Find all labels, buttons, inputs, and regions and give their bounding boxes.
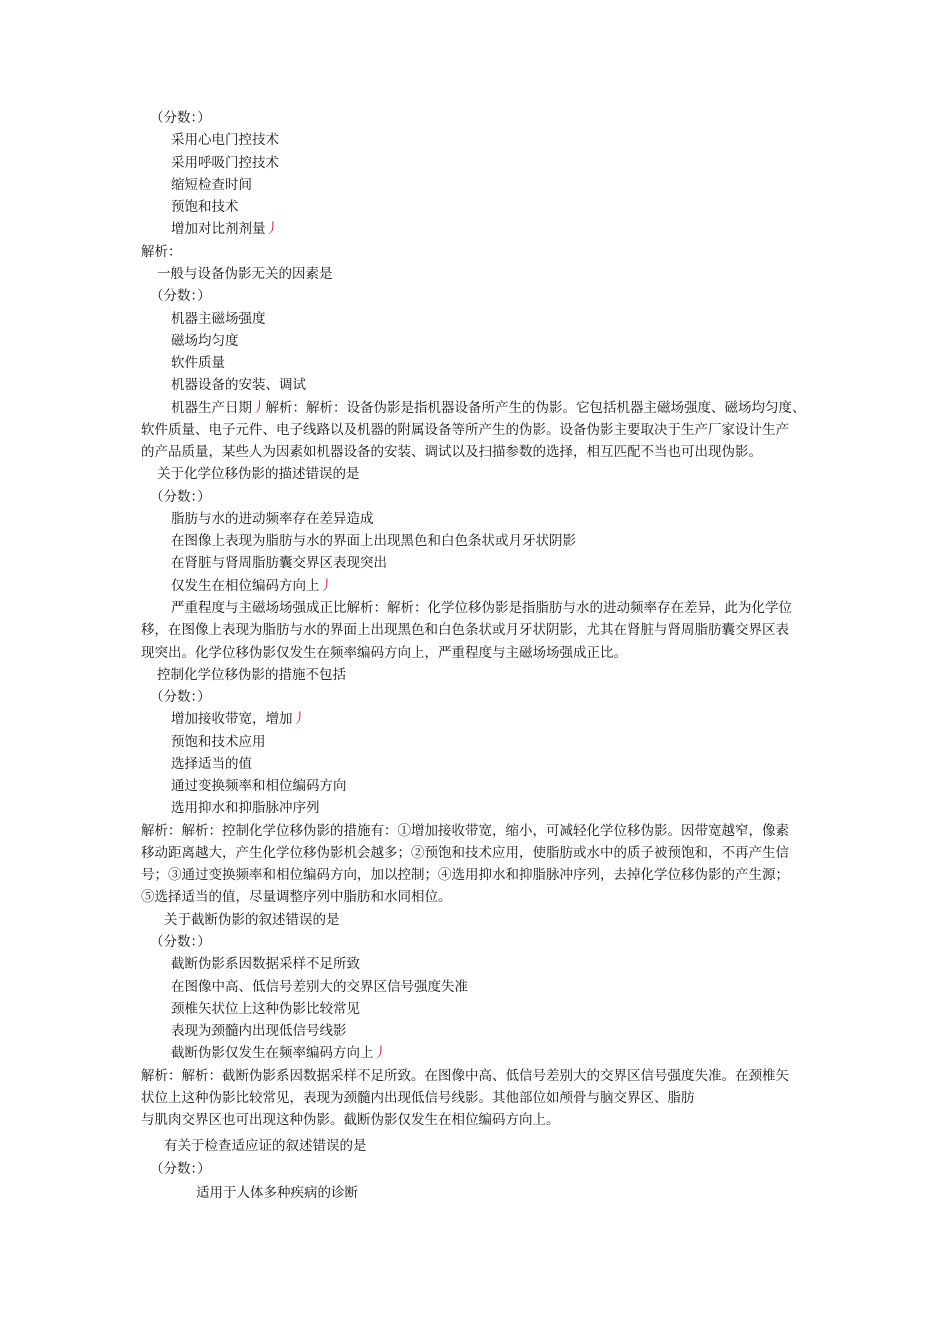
q1-score: （分数：）	[150, 110, 211, 126]
q4-analysis-line-4: ⑤选择适当的值，尽量调整序列中脂肪和水同相位。	[141, 889, 452, 905]
check-mark-icon: 丿	[319, 578, 333, 594]
q4-analysis-line-3: 号；③通过变换频率和相位编码方向，加以控制；④选用抑水和抑脂脉冲序列，去掉化学位移伪影的产生源；	[141, 867, 789, 883]
q4-title: 控制化学位移伪影的措施不包括	[157, 667, 346, 683]
q3-analysis-line-3: 现突出。化学位移伪影仅发生在频率编码方向上，严重程度与主磁场场强成正比。	[141, 645, 627, 661]
q6-option-a: 适用于人体多种疾病的诊断	[196, 1185, 358, 1201]
q1-option-e	[171, 218, 279, 240]
q5-option-e	[171, 1042, 387, 1064]
q2-option-e-line	[171, 397, 806, 419]
check-mark-icon: 丿	[265, 221, 279, 237]
q5-option-e-text: 截断伪影仅发生在频率编码方向上	[171, 1045, 374, 1061]
q5-option-b: 在图像中高、低信号差别大的交界区信号强度失准	[171, 979, 468, 995]
q3-option-e-line	[171, 597, 792, 619]
q3-option-c: 在肾脏与肾周脂肪囊交界区表现突出	[171, 555, 387, 571]
q2-score: （分数：）	[150, 288, 211, 304]
q2-option-a: 机器主磁场强度	[171, 311, 266, 327]
q1-analysis: 解析：	[141, 244, 182, 260]
q4-option-a	[171, 708, 306, 730]
q3-option-d-text: 仅发生在相位编码方向上	[171, 578, 320, 594]
q4-option-b: 预饱和技术应用	[171, 734, 266, 750]
q5-option-a: 截断伪影系因数据采样不足所致	[171, 956, 360, 972]
q2-option-d: 机器设备的安装、调试	[171, 377, 306, 393]
q5-title: 关于截断伪影的叙述错误的是	[164, 912, 340, 928]
q2-option-b: 磁场均匀度	[171, 333, 239, 349]
q1-option-d: 预饱和技术	[171, 199, 239, 215]
q1-option-e-text: 增加对比剂剂量	[171, 221, 266, 237]
q3-analysis-line-2: 移，在图像上表现为脂肪与水的界面上出现黑色和白色条状或月牙状阴影，尤其在肾脏与肾周脂肪囊交界区表	[141, 622, 789, 638]
q5-option-c: 颈椎矢状位上这种伪影比较常见	[171, 1001, 360, 1017]
q1-option-c: 缩短检查时间	[171, 177, 252, 193]
q5-score: （分数：）	[150, 934, 211, 950]
q3-option-e-text: 严重程度与主磁场场强成正比	[171, 600, 347, 616]
q2-option-c: 软件质量	[171, 355, 225, 371]
q1-option-a: 采用心电门控技术	[171, 132, 279, 148]
q2-option-e-text: 机器生产日期	[171, 400, 252, 416]
q4-option-d: 通过变换频率和相位编码方向	[171, 778, 347, 794]
q6-title: 有关于检查适应证的叙述错误的是	[164, 1138, 367, 1154]
check-mark-icon: 丿	[292, 711, 306, 727]
check-mark-icon: 丿	[373, 1045, 387, 1061]
q6-score: （分数：）	[150, 1161, 211, 1177]
q3-title: 关于化学位移伪影的描述错误的是	[157, 466, 360, 482]
q5-analysis-line-2: 状位上这种伪影比较常见，表现为颈髓内出现低信号线影。其他部位如颅骨与脑交界区、脂肪	[141, 1090, 695, 1106]
q3-option-a: 脂肪与水的进动频率存在差异造成	[171, 511, 374, 527]
q2-analysis-line-3: 的产品质量，某些人为因素如机器设备的安装、调试以及扫描参数的选择，相互匹配不当也可出现伪影。	[141, 444, 762, 460]
q3-analysis-line-1: 解析：解析：化学位移伪影是指脂肪与水的进动频率存在差异，此为化学位	[346, 600, 792, 616]
q3-score: （分数：）	[150, 489, 211, 505]
q4-score: （分数：）	[150, 689, 211, 705]
q5-analysis-line-3: 与肌肉交界区也可出现这种伪影。截断伪影仅发生在相位编码方向上。	[141, 1112, 560, 1128]
q2-analysis-line-1: 解析：解析：设备伪影是指机器设备所产生的伪影。它包括机器主磁场强度、磁场均匀度、	[265, 400, 806, 416]
q5-option-d: 表现为颈髓内出现低信号线影	[171, 1023, 347, 1039]
q3-option-b: 在图像上表现为脂肪与水的界面上出现黑色和白色条状或月牙状阴影	[171, 533, 576, 549]
q3-option-d	[171, 575, 333, 597]
q2-analysis-line-2: 软件质量、电子元件、电子线路以及机器的附属设备等所产生的伪影。设备伪影主要取决于生产厂家设计生产	[141, 422, 789, 438]
q4-analysis-line-2: 移动距离越大，产生化学位移伪影机会越多；②预饱和技术应用，使脂肪或水中的质子被预饱和，不再产生信	[141, 845, 789, 861]
q4-option-a-text: 增加接收带宽，增加	[171, 711, 293, 727]
q2-title: 一般与设备伪影无关的因素是	[157, 266, 333, 282]
q4-option-e: 选用抑水和抑脂脉冲序列	[171, 800, 320, 816]
q4-analysis-line-1: 解析：解析：控制化学位移伪影的措施有：①增加接收带宽，缩小，可减轻化学位移伪影。因带宽越窄，像素	[141, 823, 789, 839]
q1-option-b: 采用呼吸门控技术	[171, 155, 279, 171]
q4-option-c: 选择适当的值	[171, 756, 252, 772]
check-mark-icon: 丿	[252, 400, 266, 416]
q5-analysis-line-1: 解析：解析：截断伪影系因数据采样不足所致。在图像中高、低信号差别大的交界区信号强度失准。在颈椎矢	[141, 1068, 789, 1084]
